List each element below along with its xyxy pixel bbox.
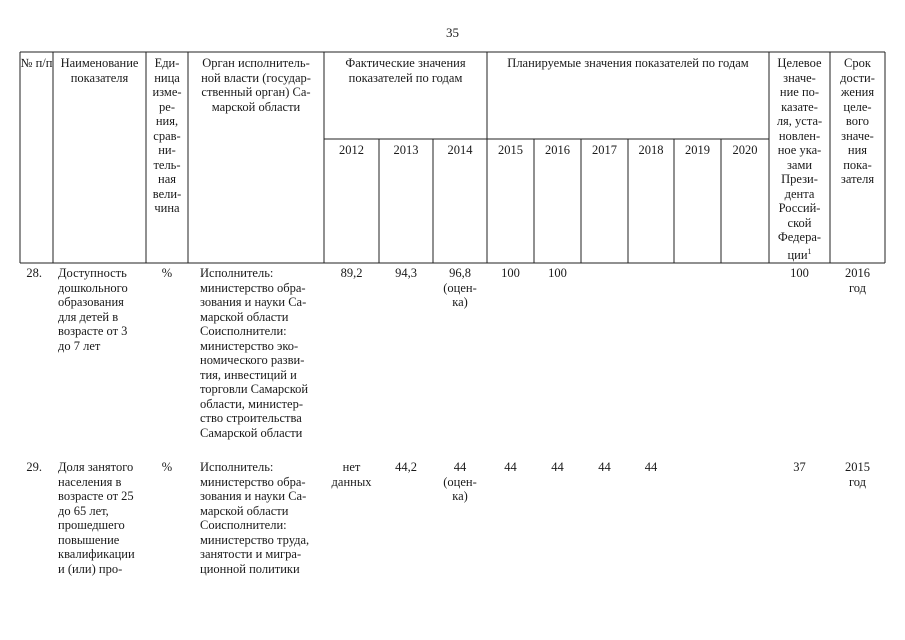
row-29-value-2018: 44 bbox=[644, 460, 658, 474]
header-year-2020: 2020 bbox=[732, 143, 758, 157]
row-28-value-2015: 100 bbox=[501, 266, 520, 280]
row-29-value-2013: 44,2 bbox=[395, 460, 417, 474]
row-29-value-2016: 44 bbox=[551, 460, 564, 474]
row-28-value-2014: 96,8 (оцен- ка) bbox=[443, 266, 477, 309]
row-29-value-2015: 44 bbox=[504, 460, 517, 474]
header-deadline: Срок дости- жения целе- вого значе- ния пока- зателя bbox=[840, 56, 875, 186]
header-year-2012: 2012 bbox=[339, 143, 364, 157]
row-28-value-2013: 94,3 bbox=[395, 266, 417, 280]
header-year-2015: 2015 bbox=[498, 143, 523, 157]
page-number: 35 bbox=[446, 25, 459, 40]
header-unit: Еди- ница изме- ре- ния, срав- ни- тель- ная вели- чина bbox=[152, 56, 182, 215]
row-29-unit: % bbox=[161, 460, 173, 474]
header-target-footnote: 1 bbox=[807, 246, 812, 256]
row-28-value-2016: 100 bbox=[548, 266, 567, 280]
row-29-value-2014: 44 (оцен- ка) bbox=[443, 460, 477, 503]
row-29-value-2017: 44 bbox=[598, 460, 611, 474]
row-29-num: 29. bbox=[26, 460, 42, 474]
header-indicator-name: Наименование показателя bbox=[60, 56, 139, 85]
row-28-authority: Исполнитель: министерство обра- зования и науки Са- марской области Соисполнители: министерство эко- номического разви- тия, инвестиций и торговли Самарской области, министер- ство строительства Самарской области bbox=[200, 266, 309, 440]
header-planned-values: Планируемые значения показателей по годам bbox=[507, 56, 749, 70]
header-num: № п/п bbox=[20, 56, 53, 70]
header-year-2019: 2019 bbox=[685, 143, 710, 157]
row-29-authority: Исполнитель: министерство обра- зования и науки Са- марской области Соисполнители: министерство труда, занятости и мигра- ционной политики bbox=[200, 460, 310, 576]
row-28-indicator: Доступность дошкольного образования для детей в возрасте от 3 до 7 лет bbox=[58, 266, 128, 353]
row-29-indicator: Доля занятого населения в возрасте от 25 до 65 лет, прошедшего повышение квалификации и (или) про- bbox=[58, 460, 135, 576]
row-28-num: 28. bbox=[26, 266, 42, 280]
header-authority: Орган исполнитель- ной власти (государ- ственный орган) Са- марской области bbox=[201, 56, 311, 114]
header-year-2018: 2018 bbox=[638, 143, 664, 157]
header-year-2013: 2013 bbox=[393, 143, 419, 157]
header-target-text: Целевое значе- ние по- казате- ля, уста- новлен- ное ука- зами Прези- дента Россий- ской Федера- ции bbox=[776, 56, 823, 262]
row-28-value-2012: 89,2 bbox=[340, 266, 363, 280]
row-29-value-2012: нет данных bbox=[331, 460, 372, 489]
row-28-deadline: 2016 год bbox=[845, 266, 870, 295]
header-target-value bbox=[769, 56, 830, 262]
row-28-target: 100 bbox=[790, 266, 809, 280]
header-actual-values: Фактические значения показателей по годам bbox=[345, 56, 466, 85]
row-29-deadline: 2015 год bbox=[845, 460, 870, 489]
row-28-unit: % bbox=[161, 266, 173, 280]
header-year-2014: 2014 bbox=[447, 143, 473, 157]
header-year-2016: 2016 bbox=[545, 143, 570, 157]
row-29-target: 37 bbox=[793, 460, 806, 474]
header-year-2017: 2017 bbox=[592, 143, 617, 157]
